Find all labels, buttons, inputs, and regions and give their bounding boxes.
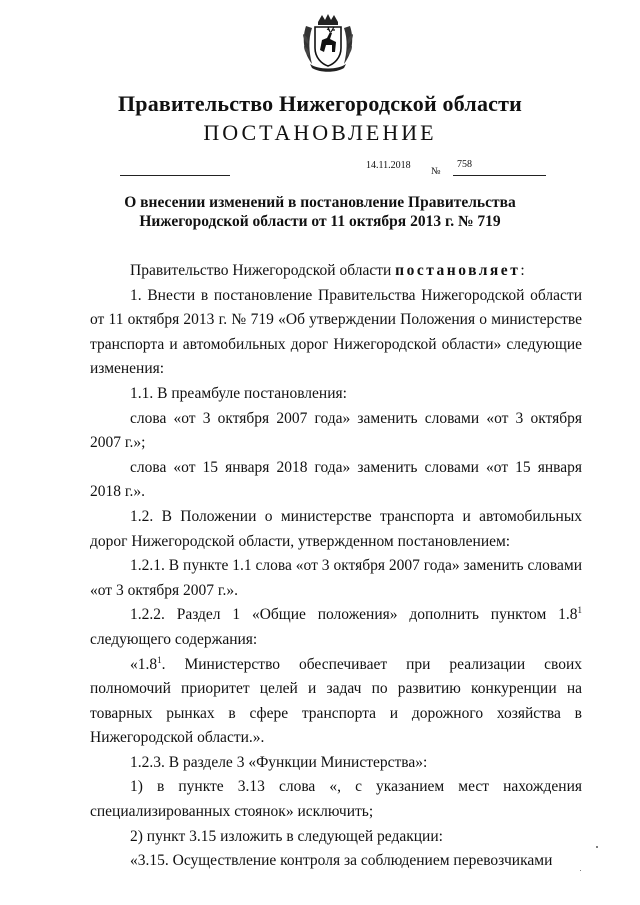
superscript: 1 (157, 654, 162, 665)
document-type: ПОСТАНОВЛЕНИЕ (203, 120, 437, 145)
paragraph-1: 1. Внести в постановление Правительства Нижегородской области от 11 октября 2013 г. № 719 «Об утверждении Положения о министерстве транспорта и автомобильных дорог Нижегородской области» следующие изменения: (90, 286, 582, 378)
paragraph-1-2-2 (90, 603, 582, 652)
coat-of-arms-icon (300, 12, 356, 74)
intro-prefix: Правительство Нижегородской области (130, 262, 396, 279)
subject-line-1: О внесении изменений в постановление Правительства (124, 194, 516, 211)
paragraph-1-2-3: 1.2.3. В разделе 3 «Функции Министерства»: (130, 753, 428, 771)
subject-line-2: Нижегородской области от 11 октября 2013 г. № 719 (139, 213, 501, 230)
intro-verb: постановляет (395, 262, 521, 279)
paragraph-1-8-1 (90, 653, 582, 751)
intro-suffix: : (520, 262, 525, 279)
paragraph-item-1: 1) в пункте 3.13 слова «, с указанием мест нахождения специализированных стоянок» исключить; (90, 778, 582, 821)
paragraph-1-2: 1.2. В Положении о министерстве транспорта и автомобильных дорог Нижегородской области, утвержденном постановлением: (90, 507, 582, 550)
document-number: 758 (457, 159, 472, 170)
document-subject (0, 193, 640, 231)
intro-paragraph (90, 259, 582, 284)
paragraph-1-1: 1.1. В преамбуле постановления: (130, 384, 347, 402)
paragraph-1-8-1-head: «1.8 (130, 655, 158, 673)
scan-speck (596, 846, 598, 848)
superscript: 1 (577, 605, 582, 616)
paragraph-1-1-a: слова «от 3 октября 2007 года» заменить словами «от 3 октября 2007 г.»; (90, 409, 582, 452)
number-sign: № (431, 166, 441, 177)
scan-speck (580, 870, 581, 871)
number-underline (453, 175, 546, 176)
paragraph-1-8-1-text: . Министерство обеспечивает при реализации своих полномочий приоритет целей и задач по развитию конкуренции на товарных рынках в сфере транспорта и дорожного хозяйства в Нижегородской области.». (90, 655, 582, 747)
paragraph-1-1-b: слова «от 15 января 2018 года» заменить словами «от 15 января 2018 г.». (90, 458, 582, 501)
document-body (90, 259, 582, 874)
paragraph-item-2: 2) пункт 3.15 изложить в следующей редакции: (130, 827, 443, 845)
government-title: Правительство Нижегородской области (117, 91, 522, 116)
document-date: 14.11.2018 (366, 160, 411, 171)
date-underline (120, 175, 230, 176)
paragraph-1-2-2-text: 1.2.2. Раздел 1 «Общие положения» дополнить пунктом 1.8 (130, 606, 578, 624)
paragraph-3-15: «3.15. Осуществление контроля за соблюдением перевозчиками (130, 852, 553, 870)
paragraph-1-2-1: 1.2.1. В пункте 1.1 слова «от 3 октября 2007 года» заменить словами «от 3 октября 2007 г.». (90, 557, 582, 599)
paragraph-1-2-2-tail: следующего содержания: (90, 630, 258, 648)
